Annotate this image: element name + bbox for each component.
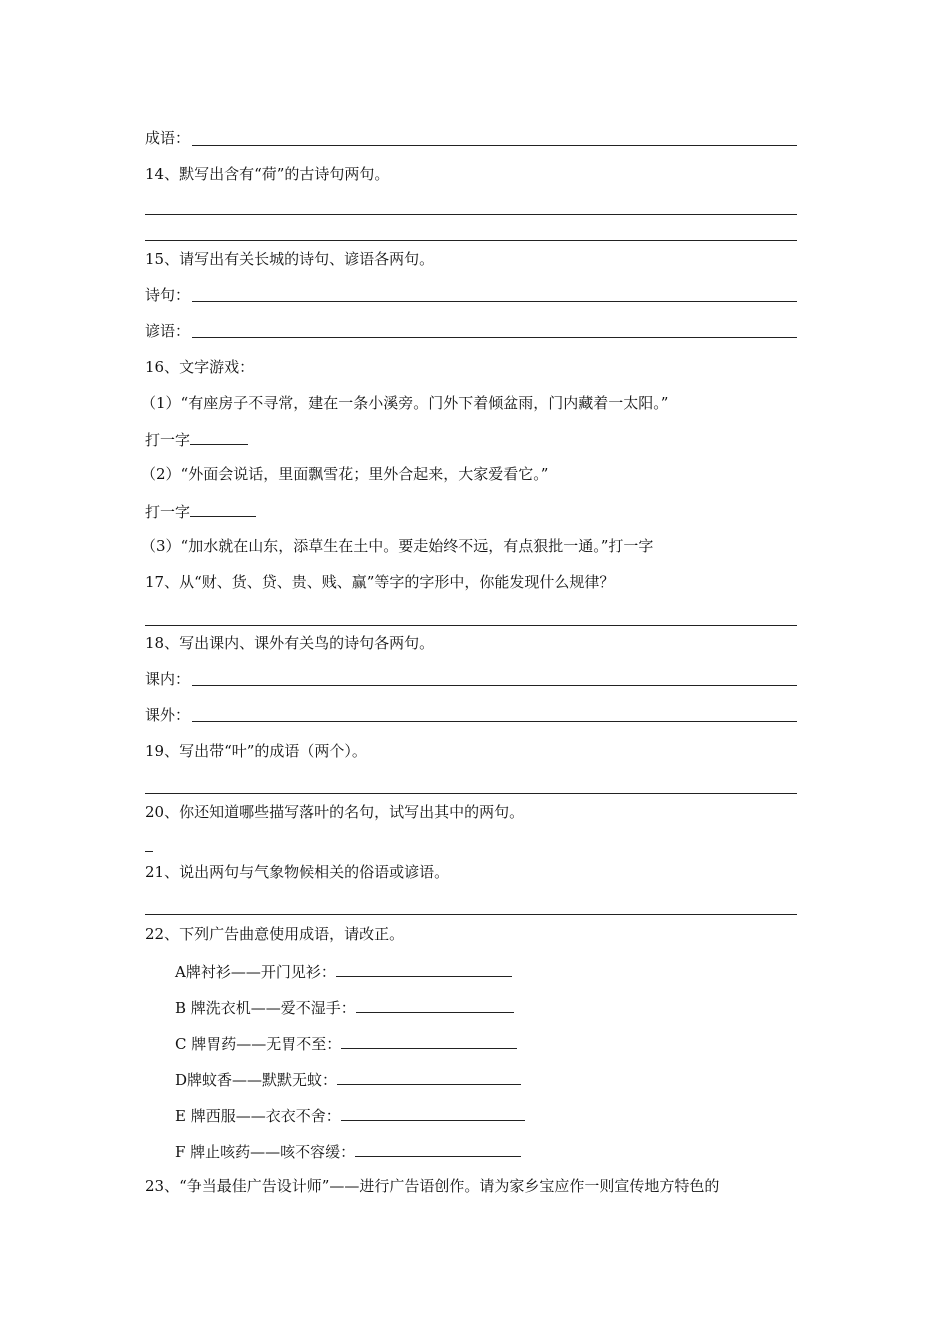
q16-riddle-3: （3）“加水就在山东，添草生在土中。要走始终不远，有点狠批一通。”打一字 [141,537,654,555]
q16-2-answer-label: 打一字 [145,503,191,521]
question-22: 22、下列广告曲意使用成语，请改正。 [145,925,405,943]
ad-item-c-blank[interactable] [341,1032,517,1049]
idiom-blank[interactable] [192,145,797,146]
ad-item-e [175,1104,525,1126]
ad-item-a [175,960,512,982]
q15-proverb-row [145,321,190,341]
q21-answer-blank[interactable] [145,914,797,915]
ad-item-b-blank[interactable] [356,996,514,1013]
q15-poem-row [145,285,190,305]
q16-riddle-2: （2）“外面会说话，里面飘雪花；里外合起来，大家爱看它。” [141,465,549,483]
idiom-label: 成语： [145,129,191,147]
q18-in-row [145,669,190,689]
q18-out-blank[interactable] [192,721,797,722]
ad-item-a-blank[interactable] [336,960,512,977]
q16-2-answer-blank[interactable] [190,500,256,517]
question-19: 19、写出带“叶”的成语（两个）。 [145,742,367,760]
ad-item-d [175,1068,521,1090]
ad-item-f [175,1140,521,1162]
ad-item-d-blank[interactable] [337,1068,521,1085]
question-20: 20、你还知道哪些描写落叶的名句，试写出其中的两句。 [145,803,525,821]
q15-poem-blank[interactable] [192,301,797,302]
ad-item-c-text: C 牌胃药——无胃不至： [175,1035,342,1053]
ad-item-f-blank[interactable] [355,1140,521,1157]
q17-answer-blank[interactable] [145,625,797,626]
ad-item-a-text: A牌衬衫——开门见衫： [175,963,336,981]
q16-1-answer-blank[interactable] [190,428,248,445]
ad-item-b-text: B 牌洗衣机——爱不湿手： [175,999,356,1017]
q16-1-answer-row [145,428,248,450]
question-21: 21、说出两句与气象物候相关的俗语或谚语。 [145,863,450,881]
q15-poem-label: 诗句： [145,286,191,304]
question-23: 23、“争当最佳广告设计师”——进行广告语创作。请为家乡宝应作一则宣传地方特色的 [145,1177,720,1195]
ad-item-d-text: D牌蚊香——默默无蚊： [175,1071,338,1089]
q18-out-label: 课外： [145,706,191,724]
idiom-answer-line [145,128,190,148]
q14-answer-blank-1[interactable] [145,214,797,215]
q20-answer-blank[interactable] [145,851,153,852]
question-18: 18、写出课内、课外有关鸟的诗句各两句。 [145,634,435,652]
question-15: 15、请写出有关长城的诗句、谚语各两句。 [145,250,435,268]
q18-in-label: 课内： [145,670,191,688]
q16-1-answer-label: 打一字 [145,431,191,449]
ad-item-f-text: F 牌止咳药——咳不容缓： [175,1143,356,1161]
ad-item-b [175,996,514,1018]
q19-answer-blank[interactable] [145,793,797,794]
question-16: 16、文字游戏： [145,358,255,376]
ad-item-e-blank[interactable] [341,1104,525,1121]
q16-2-answer-row [145,500,256,522]
q18-out-row [145,705,190,725]
q14-answer-blank-2[interactable] [145,240,797,241]
q15-proverb-label: 谚语： [145,322,191,340]
q16-riddle-1: （1）“有座房子不寻常，建在一条小溪旁。门外下着倾盆雨，门内藏着一太阳。” [141,394,669,412]
q18-in-blank[interactable] [192,685,797,686]
q15-proverb-blank[interactable] [192,337,797,338]
ad-item-c [175,1032,517,1054]
ad-item-e-text: E 牌西服——衣衣不舍： [175,1107,341,1125]
question-17: 17、从“财、货、贷、贵、贱、赢”等字的字形中，你能发现什么规律？ [145,573,615,591]
question-14: 14、默写出含有“荷”的古诗句两句。 [145,165,390,183]
